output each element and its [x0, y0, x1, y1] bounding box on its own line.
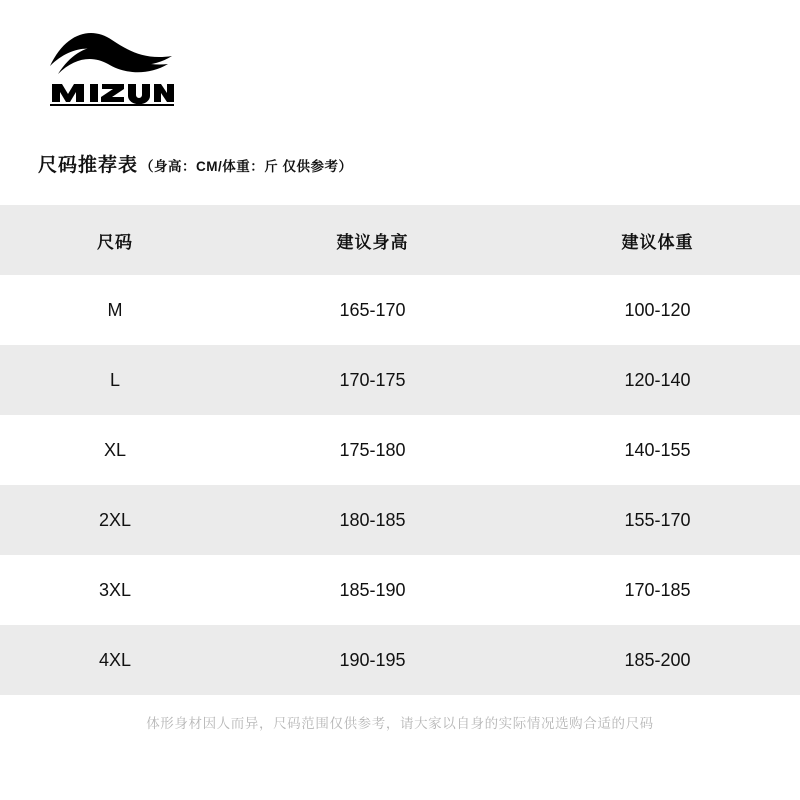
table-row	[0, 625, 800, 695]
column-header-weight: 建议体重	[621, 232, 694, 252]
cell-size: M	[107, 299, 123, 320]
cell-height: 190-195	[339, 649, 406, 670]
table-row	[0, 415, 800, 485]
cell-height: 165-170	[339, 299, 406, 320]
cell-weight: 170-185	[624, 579, 691, 600]
cell-weight: 185-200	[624, 649, 691, 670]
cell-weight: 140-155	[624, 439, 691, 460]
cell-height: 175-180	[339, 439, 406, 460]
page-title-main: 尺码推荐表	[38, 155, 139, 176]
page-title	[38, 150, 353, 177]
cell-weight: 100-120	[624, 299, 691, 320]
table-header-row	[0, 205, 800, 275]
cell-height: 170-175	[339, 369, 406, 390]
column-header-height: 建议身高	[336, 232, 409, 252]
table-row	[0, 555, 800, 625]
cell-size: 2XL	[98, 509, 132, 530]
cell-height: 185-190	[339, 579, 406, 600]
cell-height: 180-185	[339, 509, 406, 530]
table-row	[0, 345, 800, 415]
cell-size: 4XL	[98, 649, 132, 670]
cell-size: XL	[103, 439, 127, 460]
column-header-size: 尺码	[97, 232, 133, 252]
cell-weight: 155-170	[624, 509, 691, 530]
cell-size: 3XL	[98, 579, 132, 600]
cell-weight: 120-140	[624, 369, 691, 390]
footer-note: 体形身材因人而异，尺码范围仅供参考，请大家以自身的实际情况选购合适的尺码	[146, 716, 654, 731]
page-title-sub: （身高：CM/体重：斤 仅供参考）	[140, 159, 353, 174]
table-row	[0, 275, 800, 345]
table-row	[0, 485, 800, 555]
size-chart-table	[0, 205, 800, 695]
mizuno-logo	[46, 26, 176, 106]
cell-size: L	[109, 369, 120, 390]
